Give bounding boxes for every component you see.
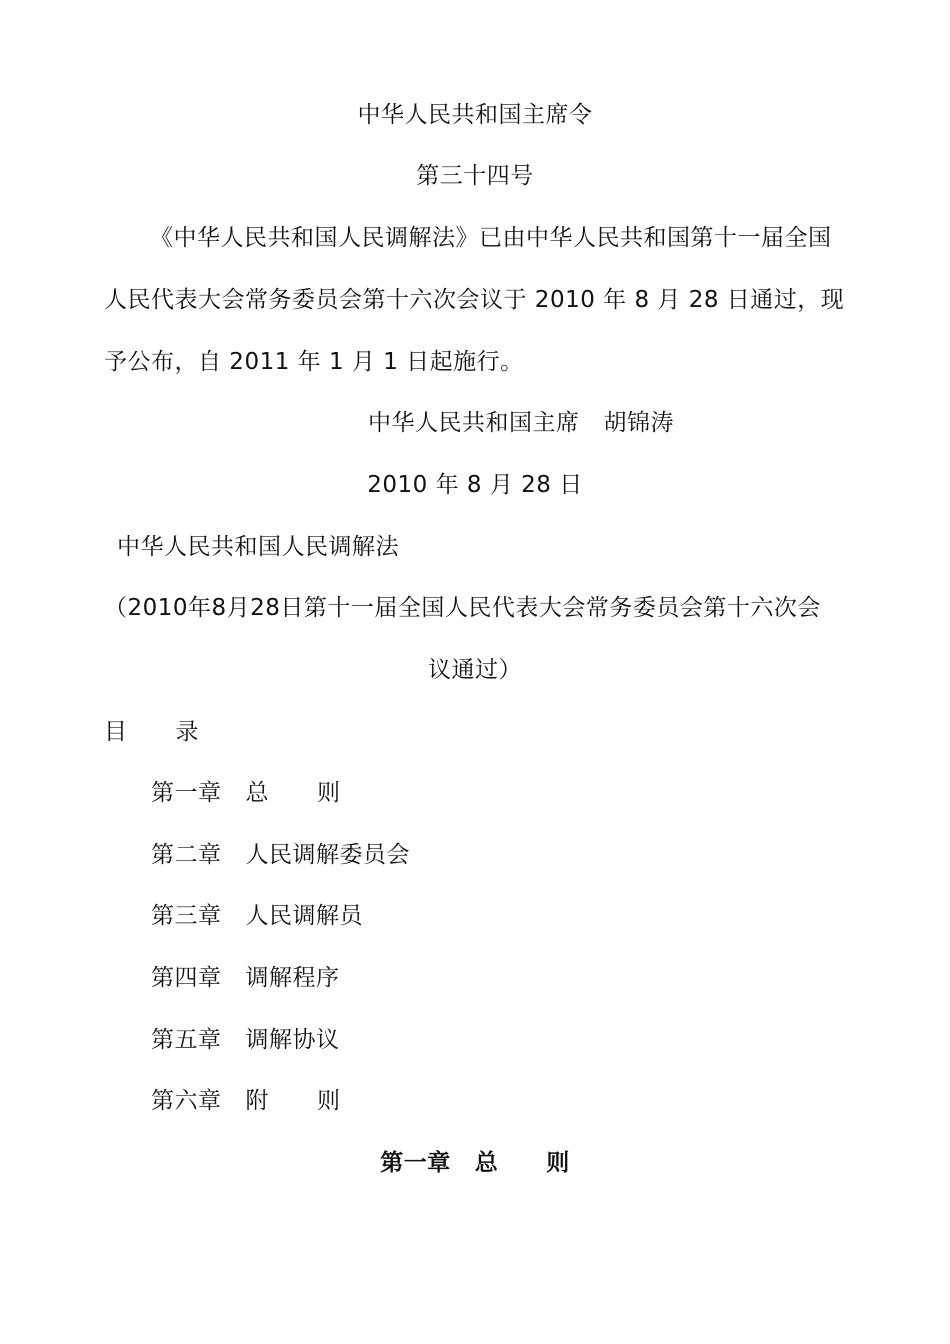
decree-body-line-3: 予公布，自 2011 年 1 月 1 日起施行。 [104, 349, 524, 375]
toc-item-chapter-3 [151, 901, 363, 931]
chapter-heading-title-part-2: 则 [546, 1150, 570, 1176]
toc-heading [104, 717, 199, 747]
chapter-heading-number: 第一章 [380, 1150, 451, 1176]
decree-number: 第三十四号 [416, 163, 534, 189]
toc-item-chapter-5 [151, 1025, 340, 1055]
chapter-heading-title-part-1: 总 [474, 1150, 499, 1176]
toc-chapter-number: 第五章 [151, 1027, 222, 1053]
toc-chapter-title: 调解协议 [245, 1027, 340, 1053]
decree-signer [368, 408, 674, 438]
toc-chapter-title-part-1: 附 [245, 1088, 269, 1114]
chapter-1-heading [0, 1148, 950, 1178]
toc-item-chapter-6 [151, 1086, 341, 1116]
decree-body-line-2: 人民代表大会常务委员会第十六次会议于 2010 年 8 月 28 日通过，现 [104, 287, 845, 313]
toc-heading-part-2: 录 [175, 719, 199, 745]
toc-chapter-title-part-2: 则 [317, 780, 341, 806]
toc-chapter-title-part-2: 则 [317, 1088, 341, 1114]
signer-name: 胡锦涛 [603, 410, 674, 436]
toc-item-chapter-2 [151, 840, 410, 870]
toc-chapter-title-part-1: 总 [245, 780, 269, 806]
law-adoption-line-2: 议通过） [428, 657, 522, 683]
decree-title: 中华人民共和国主席令 [357, 102, 593, 128]
toc-heading-part-1: 目 [104, 719, 128, 745]
decree-body-line-1: 《中华人民共和国人民调解法》已由中华人民共和国第十一届全国 [150, 225, 832, 251]
toc-chapter-title: 人民调解委员会 [245, 842, 410, 868]
toc-chapter-title: 调解程序 [245, 965, 340, 991]
toc-chapter-number: 第二章 [151, 842, 222, 868]
signer-title: 中华人民共和国主席 [368, 410, 580, 436]
toc-item-chapter-1 [151, 778, 341, 808]
toc-chapter-number: 第六章 [151, 1088, 222, 1114]
law-title: 中华人民共和国人民调解法 [117, 534, 399, 560]
toc-chapter-number: 第四章 [151, 965, 222, 991]
toc-chapter-number: 第三章 [151, 903, 222, 929]
toc-item-chapter-4 [151, 963, 340, 993]
decree-date: 2010 年 8 月 28 日 [367, 472, 583, 498]
toc-chapter-number: 第一章 [151, 780, 222, 806]
law-adoption-line-1: （2010年8月28日第十一届全国人民代表大会常务委员会第十六次会 [104, 595, 821, 621]
toc-chapter-title: 人民调解员 [245, 903, 363, 929]
